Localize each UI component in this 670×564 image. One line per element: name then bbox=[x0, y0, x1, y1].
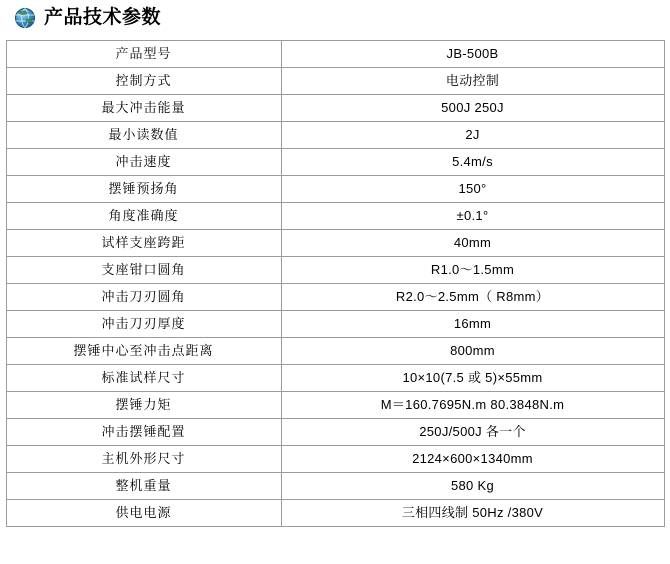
spec-label: 冲击摆锤配置 bbox=[6, 419, 281, 446]
spec-value: 500J 250J bbox=[281, 95, 664, 122]
spec-value: R1.0～1.5mm bbox=[281, 257, 664, 284]
spec-label: 试样支座跨距 bbox=[6, 230, 281, 257]
table-row bbox=[6, 203, 664, 230]
table-row bbox=[6, 257, 664, 284]
spec-label: 控制方式 bbox=[6, 68, 281, 95]
spec-value: 10×10(7.5 或 5)×55mm bbox=[281, 365, 664, 392]
spec-label: 摆锤力矩 bbox=[6, 392, 281, 419]
table-row bbox=[6, 95, 664, 122]
table-row bbox=[6, 176, 664, 203]
spec-label: 冲击刀刃厚度 bbox=[6, 311, 281, 338]
table-row bbox=[6, 365, 664, 392]
spec-label: 标准试样尺寸 bbox=[6, 365, 281, 392]
table-row bbox=[6, 149, 664, 176]
spec-label: 供电电源 bbox=[6, 500, 281, 527]
spec-value: 电动控制 bbox=[281, 68, 664, 95]
table-row bbox=[6, 500, 664, 527]
table-row bbox=[6, 419, 664, 446]
spec-value: 40mm bbox=[281, 230, 664, 257]
table-row bbox=[6, 311, 664, 338]
spec-label: 支座钳口圆角 bbox=[6, 257, 281, 284]
table-row bbox=[6, 473, 664, 500]
table-row bbox=[6, 122, 664, 149]
table-row bbox=[6, 41, 664, 68]
table-row bbox=[6, 284, 664, 311]
spec-label: 最小读数值 bbox=[6, 122, 281, 149]
table-row bbox=[6, 392, 664, 419]
spec-value: 5.4m/s bbox=[281, 149, 664, 176]
spec-value: 三相四线制 50Hz /380V bbox=[281, 500, 664, 527]
spec-value: 2124×600×1340mm bbox=[281, 446, 664, 473]
spec-label: 角度准确度 bbox=[6, 203, 281, 230]
spec-value: 2J bbox=[281, 122, 664, 149]
spec-label: 整机重量 bbox=[6, 473, 281, 500]
spec-value: 150° bbox=[281, 176, 664, 203]
spec-value: 800mm bbox=[281, 338, 664, 365]
spec-table-body bbox=[6, 41, 664, 527]
spec-value: M＝160.7695N.m 80.3848N.m bbox=[281, 392, 664, 419]
spec-label: 主机外形尺寸 bbox=[6, 446, 281, 473]
table-row bbox=[6, 68, 664, 95]
spec-label: 冲击速度 bbox=[6, 149, 281, 176]
spec-value: ±0.1° bbox=[281, 203, 664, 230]
spec-label: 产品型号 bbox=[6, 41, 281, 68]
spec-label: 摆锤预扬角 bbox=[6, 176, 281, 203]
spec-label: 冲击刀刃圆角 bbox=[6, 284, 281, 311]
spec-value: 16mm bbox=[281, 311, 664, 338]
spec-value: 580 Kg bbox=[281, 473, 664, 500]
spec-value: 250J/500J 各一个 bbox=[281, 419, 664, 446]
table-row bbox=[6, 230, 664, 257]
page-title: 产品技术参数 bbox=[44, 7, 162, 28]
table-row bbox=[6, 338, 664, 365]
spec-table bbox=[6, 40, 665, 527]
table-row bbox=[6, 446, 664, 473]
spec-label: 最大冲击能量 bbox=[6, 95, 281, 122]
spec-value: JB-500B bbox=[281, 41, 664, 68]
globe-icon bbox=[14, 7, 36, 29]
spec-value: R2.0～2.5mm（ R8mm） bbox=[281, 284, 664, 311]
spec-label: 摆锤中心至冲击点距离 bbox=[6, 338, 281, 365]
page-title-row bbox=[0, 0, 670, 34]
